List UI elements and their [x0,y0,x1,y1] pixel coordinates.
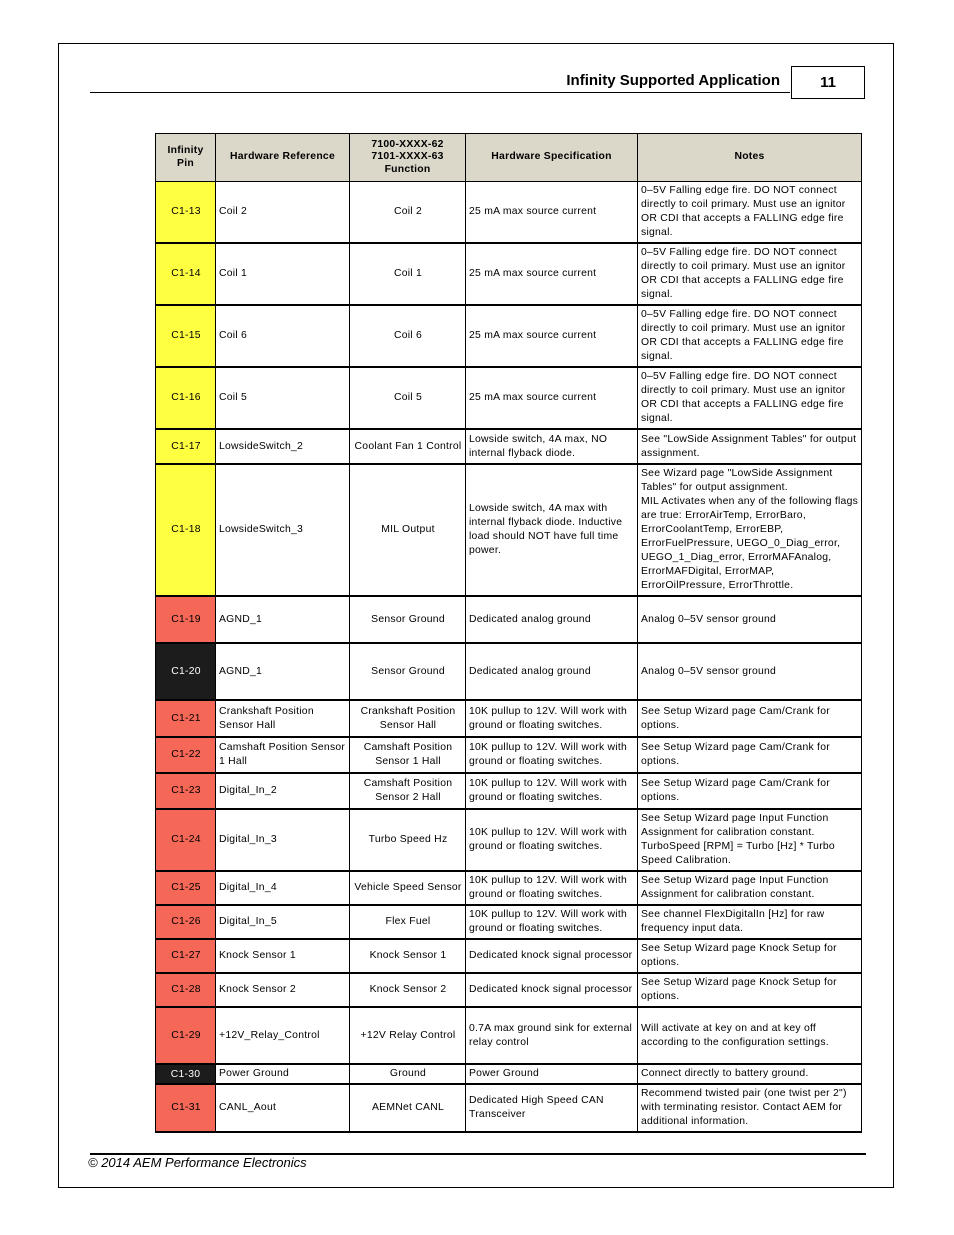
pin-cell: C1-20 [156,643,216,700]
pin-cell: C1-14 [156,243,216,305]
pin-cell: C1-22 [156,737,216,773]
pin-label: C1-30 [170,1068,201,1080]
notes-cell: See channel FlexDigitalIn [Hz] for raw frequency input data. [638,905,862,939]
notes-cell: 0–5V Falling edge fire. DO NOT connect directly to coil primary. Must use an ignitor OR CDI that accepts a FALLING edge fire signal. [638,305,862,367]
notes-cell: See "LowSide Assignment Tables" for output assignment. [638,429,862,464]
table-row [156,643,862,700]
function-cell: Coil 2 [350,182,466,244]
function-cell: MIL Output [350,464,466,596]
hardware-reference-cell: Camshaft Position Sensor 1 Hall [216,737,350,773]
hardware-spec-cell: Power Ground [466,1064,638,1084]
table-row [156,182,862,244]
table-row [156,429,862,464]
pin-cell: C1-17 [156,429,216,464]
function-cell: Coil 5 [350,367,466,429]
notes-cell: See Setup Wizard page Input Function Assignment for calibration constant. [638,871,862,905]
function-cell: Camshaft Position Sensor 2 Hall [350,773,466,809]
function-cell: AEMNet CANL [350,1084,466,1132]
hardware-spec-cell: 10K pullup to 12V. Will work with ground or floating switches. [466,737,638,773]
hardware-reference-cell: Knock Sensor 1 [216,939,350,973]
table-row [156,700,862,737]
function-cell: Coil 6 [350,305,466,367]
pin-cell: C1-15 [156,305,216,367]
notes-cell: See Setup Wizard page Cam/Crank for options. [638,737,862,773]
hardware-reference-cell: Coil 2 [216,182,350,244]
table-row [156,464,862,596]
pin-cell: C1-31 [156,1084,216,1132]
notes-cell: See Setup Wizard page Knock Setup for options. [638,973,862,1007]
function-cell: Sensor Ground [350,643,466,700]
table-row [156,305,862,367]
notes-cell: See Setup Wizard page Cam/Crank for options. [638,773,862,809]
hardware-spec-cell: Dedicated knock signal processor [466,973,638,1007]
table-row [156,871,862,905]
function-cell: Coolant Fan 1 Control [350,429,466,464]
hardware-reference-cell: Coil 5 [216,367,350,429]
hardware-spec-cell: 10K pullup to 12V. Will work with ground or floating switches. [466,871,638,905]
pin-cell: C1-19 [156,596,216,643]
pin-cell: C1-23 [156,773,216,809]
hardware-spec-cell: 10K pullup to 12V. Will work with ground or floating switches. [466,773,638,809]
notes-cell: See Setup Wizard page Knock Setup for options. [638,939,862,973]
hardware-spec-cell: 10K pullup to 12V. Will work with ground or floating switches. [466,700,638,737]
table-row [156,596,862,643]
pin-cell: C1-18 [156,464,216,596]
table-row [156,1007,862,1064]
col-header-hardware-reference: Hardware Reference [216,134,350,182]
hardware-spec-cell: Lowside switch, 4A max with internal flyback diode. Inductive load should NOT have full time power. [466,464,638,596]
hardware-reference-cell: LowsideSwitch_2 [216,429,350,464]
hardware-reference-cell: Digital_In_4 [216,871,350,905]
function-cell: Vehicle Speed Sensor [350,871,466,905]
pin-cell: C1-28 [156,973,216,1007]
notes-cell: See Setup Wizard page Input Function Assignment for calibration constant. TurboSpeed [RPM] = Turbo [Hz] * Turbo Speed Calibration. [638,809,862,871]
table-row [156,905,862,939]
table-row [156,973,862,1007]
notes-cell: 0–5V Falling edge fire. DO NOT connect directly to coil primary. Must use an ignitor OR CDI that accepts a FALLING edge fire signal. [638,182,862,244]
hardware-spec-cell: 10K pullup to 12V. Will work with ground or floating switches. [466,809,638,871]
pin-cell: C1-13 [156,182,216,244]
function-cell: +12V Relay Control [350,1007,466,1064]
footer-copyright: © 2014 AEM Performance Electronics [88,1155,307,1170]
function-cell: Knock Sensor 1 [350,939,466,973]
function-cell: Sensor Ground [350,596,466,643]
notes-cell: 0–5V Falling edge fire. DO NOT connect directly to coil primary. Must use an ignitor OR CDI that accepts a FALLING edge fire signal. [638,243,862,305]
pin-cell: C1-26 [156,905,216,939]
hardware-spec-cell: 25 mA max source current [466,182,638,244]
hardware-reference-cell: LowsideSwitch_3 [216,464,350,596]
hardware-reference-cell: Knock Sensor 2 [216,973,350,1007]
hardware-spec-cell: Dedicated High Speed CAN Transceiver [466,1084,638,1132]
col-header-hardware-specification: Hardware Specification [466,134,638,182]
hardware-reference-cell: Digital_In_5 [216,905,350,939]
notes-cell: Analog 0–5V sensor ground [638,596,862,643]
hardware-spec-cell: Lowside switch, 4A max, NO internal flyback diode. [466,429,638,464]
function-cell: Camshaft Position Sensor 1 Hall [350,737,466,773]
hardware-reference-cell: Digital_In_2 [216,773,350,809]
hardware-reference-cell: AGND_1 [216,596,350,643]
table-row [156,1084,862,1132]
notes-cell: Analog 0–5V sensor ground [638,643,862,700]
notes-cell: Connect directly to battery ground. [638,1064,862,1084]
table-row [156,1064,862,1084]
hardware-spec-cell: 0.7A max ground sink for external relay control [466,1007,638,1064]
hardware-spec-cell: Dedicated knock signal processor [466,939,638,973]
hardware-reference-cell: Digital_In_3 [216,809,350,871]
hardware-reference-cell: AGND_1 [216,643,350,700]
pin-cell: C1-25 [156,871,216,905]
table-row [156,939,862,973]
notes-cell: See Setup Wizard page Cam/Crank for options. [638,700,862,737]
pin-cell: C1-16 [156,367,216,429]
hardware-spec-cell: 10K pullup to 12V. Will work with ground or floating switches. [466,905,638,939]
pin-cell: C1-24 [156,809,216,871]
notes-cell: 0–5V Falling edge fire. DO NOT connect directly to coil primary. Must use an ignitor OR CDI that accepts a FALLING edge fire signal. [638,367,862,429]
hardware-reference-cell: Crankshaft Position Sensor Hall [216,700,350,737]
table-row [156,367,862,429]
function-cell: Flex Fuel [350,905,466,939]
hardware-reference-cell: CANL_Aout [216,1084,350,1132]
pin-cell [156,1064,216,1084]
col-header-pin: Infinity Pin [156,134,216,182]
notes-cell: Recommend twisted pair (one twist per 2") with terminating resistor. Contact AEM for additional information. [638,1084,862,1132]
table-row [156,773,862,809]
pin-table [155,133,862,1133]
notes-cell: See Wizard page "LowSide Assignment Tables" for output assignment. MIL Activates when any of the following flags are true: ErrorAirTemp, ErrorBaro, ErrorCoolantTemp, ErrorEBP, ErrorFuelPressure, UEGO_0_Diag_error, UEGO_1_Diag_error, ErrorMAFAnalog, ErrorMAFDigital, ErrorMAP, ErrorOilPressure, ErrorThrottle. [638,464,862,596]
col-header-notes: Notes [638,134,862,182]
page-number: 11 [791,66,865,99]
header-divider [90,92,790,93]
pin-cell: C1-27 [156,939,216,973]
hardware-spec-cell: 25 mA max source current [466,367,638,429]
hardware-reference-cell: +12V_Relay_Control [216,1007,350,1064]
pin-cell: C1-29 [156,1007,216,1064]
function-cell: Coil 1 [350,243,466,305]
table-row [156,809,862,871]
notes-cell: Will activate at key on and at key off according to the configuration settings. [638,1007,862,1064]
hardware-reference-cell: Coil 6 [216,305,350,367]
function-cell: Knock Sensor 2 [350,973,466,1007]
hardware-spec-cell: Dedicated analog ground [466,596,638,643]
hardware-spec-cell: 25 mA max source current [466,305,638,367]
function-cell: Ground [350,1064,466,1084]
table-row [156,243,862,305]
page-header-title: Infinity Supported Application [566,72,780,89]
function-cell: Turbo Speed Hz [350,809,466,871]
pin-cell: C1-21 [156,700,216,737]
table-header-row [156,134,862,182]
hardware-reference-cell: Coil 1 [216,243,350,305]
function-cell: Crankshaft Position Sensor Hall [350,700,466,737]
table-row [156,737,862,773]
hardware-reference-cell: Power Ground [216,1064,350,1084]
hardware-spec-cell: 25 mA max source current [466,243,638,305]
hardware-spec-cell: Dedicated analog ground [466,643,638,700]
col-header-function: 7100-XXXX-62 7101-XXXX-63 Function [350,134,466,182]
